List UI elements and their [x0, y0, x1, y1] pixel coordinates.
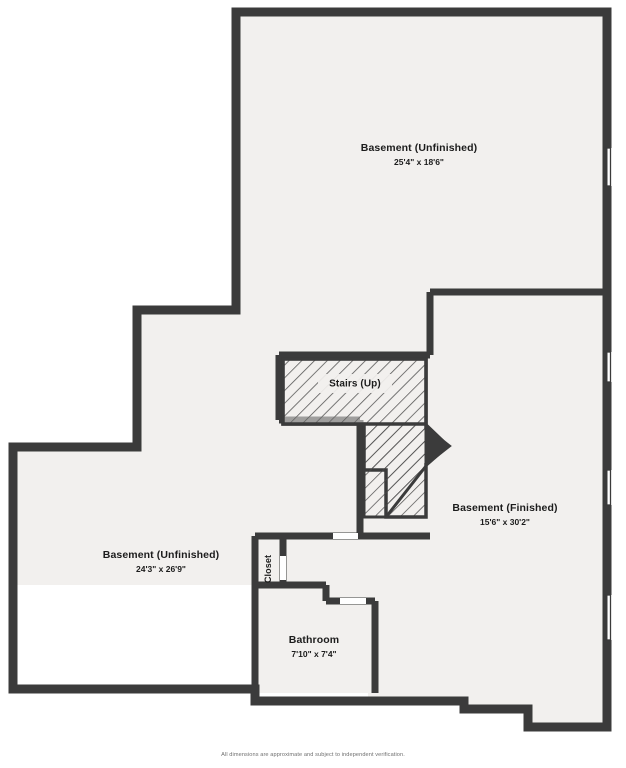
room-label-closet [263, 555, 273, 583]
room-dimensions: 15'6" x 30'2" [480, 517, 530, 528]
room-label-basement-unfinished-upper [361, 141, 477, 169]
room-name: Basement (Finished) [452, 502, 558, 515]
room-label-bathroom [289, 633, 339, 661]
room-name: Basement (Unfinished) [102, 549, 220, 562]
room-name: Basement (Unfinished) [360, 142, 478, 155]
room-label-stairs [329, 377, 381, 391]
room-label-basement-unfinished-lower [103, 548, 219, 576]
room-label-basement-finished [452, 501, 557, 529]
disclaimer-text: All dimensions are approximate and subject to independent verification. [221, 752, 405, 758]
room-dimensions: 7'10" x 7'4" [291, 649, 337, 660]
room-dimensions: 24'3" x 26'9" [136, 564, 186, 575]
room-name: Bathroom [288, 634, 340, 647]
room-name: Stairs (Up) [329, 378, 381, 390]
room-name: Closet [263, 554, 273, 584]
room-dimensions: 25'4" x 18'6" [394, 157, 444, 168]
